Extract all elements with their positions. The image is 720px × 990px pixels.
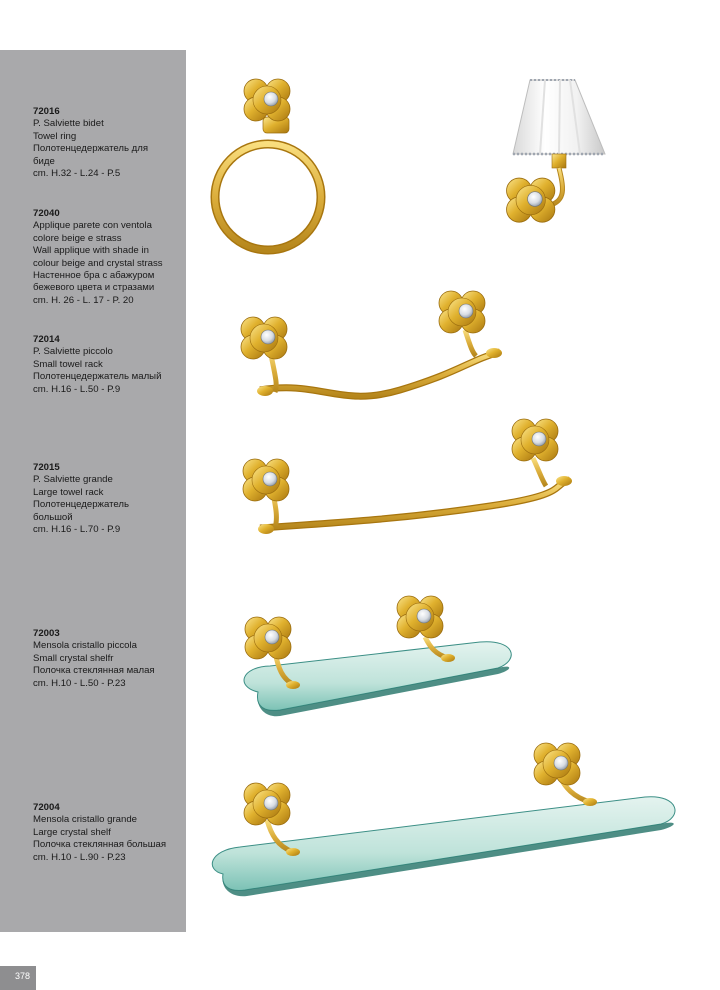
product-entry-72040 [33, 208, 183, 307]
product-line: colour beige and crystal strass [33, 257, 163, 269]
sidebar-panel [0, 50, 186, 932]
product-line: Полотенцедержатель для [33, 143, 149, 155]
product-line: P. Salviette grande [33, 474, 113, 486]
product-code: 72014 [33, 334, 60, 345]
product-line: Mensola cristallo grande [33, 814, 137, 826]
product-line: биде [33, 155, 55, 167]
product-line: P. Salviette piccolo [33, 346, 113, 358]
product-line: cm. H.10 - L.50 - P.23 [33, 677, 126, 689]
product-line: Настенное бра с абажуром [33, 270, 155, 282]
small-crystal-shelf-image [230, 592, 520, 727]
product-entry-72014 [33, 334, 183, 396]
product-line: P. Salviette bidet [33, 118, 104, 130]
product-line: cm. H.10 - L.90 - P.23 [33, 851, 126, 863]
product-line: Applique parete con ventola [33, 220, 152, 232]
wall-applique-image [495, 72, 615, 242]
product-line: Small towel rack [33, 358, 103, 370]
product-entry-72003 [33, 628, 183, 690]
product-line: Mensola cristallo piccola [33, 640, 137, 652]
product-line: cm. H.16 - L.50 - P.9 [33, 383, 121, 395]
product-line: cm. H.32 - L.24 - P.5 [33, 168, 121, 180]
product-line: Wall applique with shade in [33, 245, 149, 257]
product-line: colore beige e strass [33, 232, 122, 244]
product-line: Large towel rack [33, 486, 104, 498]
product-line: Large crystal shelf [33, 826, 111, 838]
product-line: бежевого цвета и стразами [33, 282, 155, 294]
product-line: Полочка стеклянная малая [33, 665, 155, 677]
towel-ring-image [205, 72, 335, 267]
product-line: Towel ring [33, 130, 77, 142]
product-entry-72016 [33, 106, 183, 180]
product-code: 72040 [33, 208, 60, 219]
product-line: cm. H. 26 - L. 17 - P. 20 [33, 294, 134, 306]
large-towel-rack-image [230, 418, 580, 548]
product-line: большой [33, 511, 73, 523]
product-code: 72004 [33, 802, 60, 813]
product-code: 72015 [33, 462, 60, 473]
large-crystal-shelf-image [205, 742, 680, 902]
product-entry-72015 [33, 462, 183, 536]
small-towel-rack-image [230, 290, 515, 410]
product-code: 72016 [33, 106, 60, 117]
product-code: 72003 [33, 628, 60, 639]
product-line: Полотенцедержатель малый [33, 371, 162, 383]
product-entry-72004 [33, 802, 183, 864]
product-line: Полочка стеклянная большая [33, 839, 167, 851]
product-line: cm. H.16 - L.70 - P.9 [33, 524, 121, 536]
page-number: 378 [0, 966, 36, 990]
product-line: Полотенцедержатель [33, 499, 129, 511]
product-line: Small crystal shelfr [33, 652, 114, 664]
